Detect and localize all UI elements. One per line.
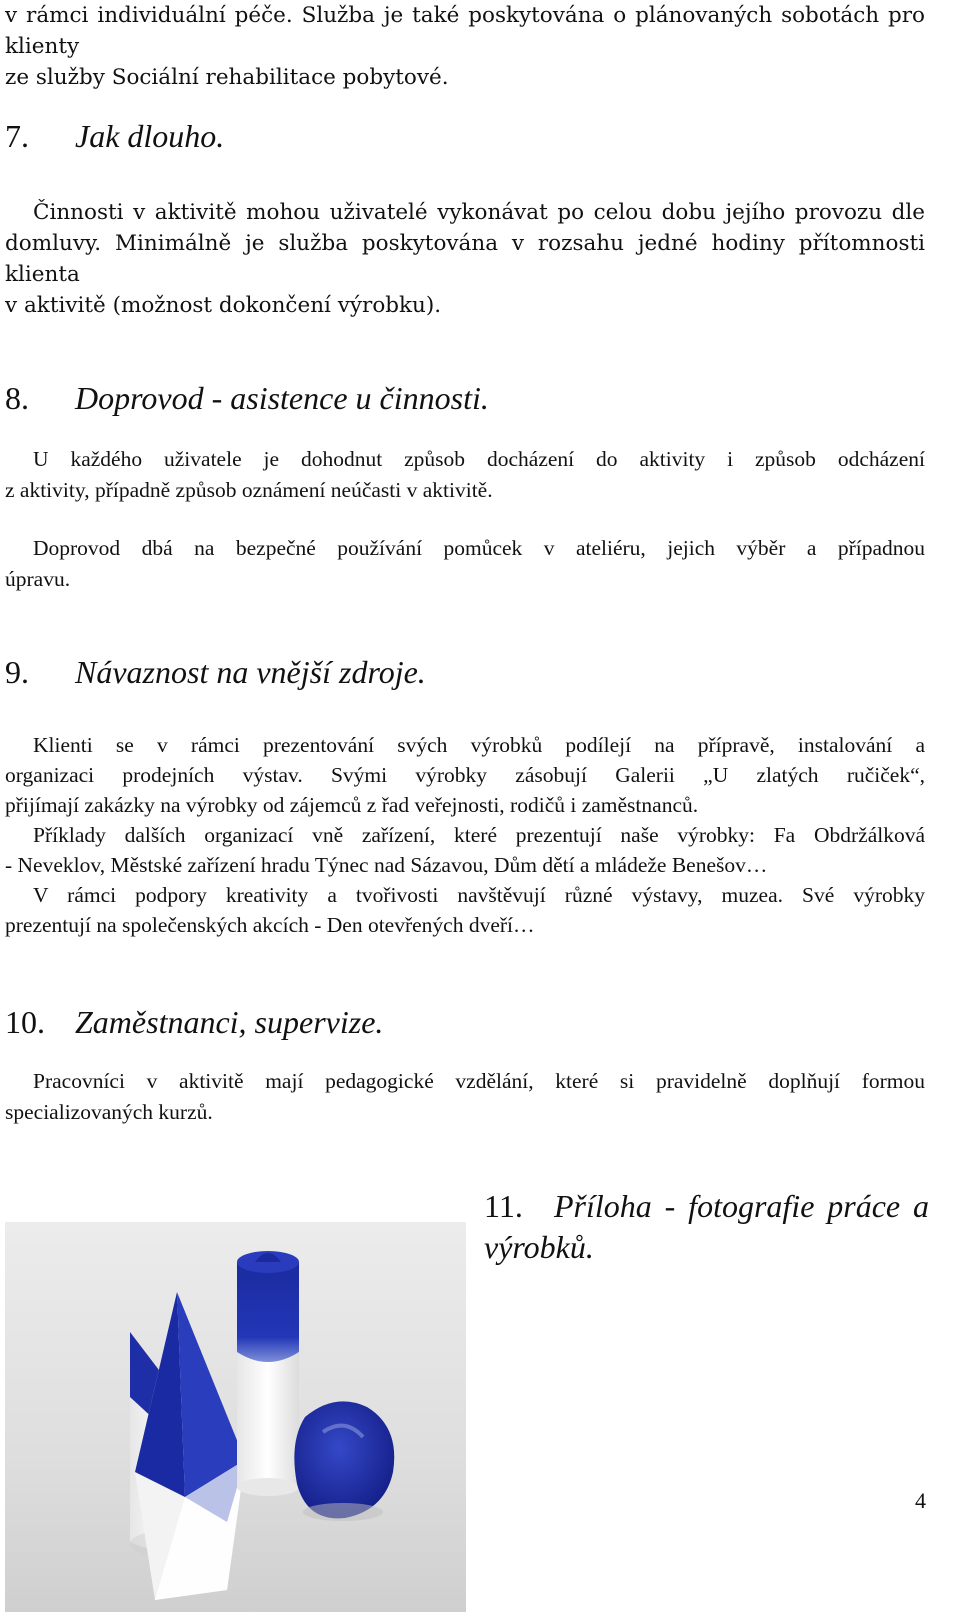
section-9-heading [5, 652, 426, 692]
section-11-title-line-1: Příloha - fotografie práce a [554, 1188, 929, 1224]
candles-illustration [5, 1222, 466, 1612]
section-7-number: 7. [5, 118, 29, 154]
intro-line-1: v rámci individuální péče. Služba je také poskytována o plánovaných sobotách pro klienty [5, 3, 925, 59]
section-8-heading [5, 378, 489, 418]
section-10-paragraph [5, 1066, 925, 1128]
section-9-line-1: Klienti se v rámci prezentování svých výrobků podílejí na přípravě, instalování a [33, 733, 925, 757]
section-8-number: 8. [5, 380, 29, 416]
section-7-line-3: v aktivitě (možnost dokončení výrobku). [5, 293, 442, 318]
section-10-title: Zaměstnanci, supervize. [75, 1004, 384, 1040]
section-9-number: 9. [5, 654, 29, 690]
candle-cylinder-right [237, 1251, 299, 1496]
section-9-line-3: přijímají zakázky na výrobky od zájemců z řad veřejnosti, rodičů i zaměstnanců. [5, 793, 699, 817]
section-8-paragraph-1 [5, 444, 925, 506]
section-11-title-line-2: výrobků. [484, 1229, 594, 1265]
intro-line-2: ze služby Sociální rehabilitace pobytové. [5, 65, 449, 90]
photo-background [5, 1222, 466, 1612]
section-9-line-7: prezentují na společenských akcích - Den otevřených dveří… [5, 913, 535, 937]
section-9-line-6: V rámci podpory kreativity a tvořivosti navštěvují různé výstavy, muzea. Své výrobky [33, 883, 925, 907]
section-9-line-2: organizaci prodejních výstav. Svými výrobky zásobují Galerii „U zlatých ručiček“, [5, 763, 925, 787]
section-7-heading [5, 116, 224, 156]
section-10-line-1: Pracovníci v aktivitě mají pedagogické vzdělání, které si pravidelně doplňují formou [33, 1069, 925, 1093]
section-7-line-2: domluvy. Minimálně je služba poskytována v rozsahu jedné hodiny přítomnosti klienta [5, 231, 925, 287]
section-9-line-4: Příklady dalších organizací vně zařízení, které prezentují naše výrobky: Fa Obdržálková [33, 823, 925, 847]
section-9-line-5: - Neveklov, Městské zařízení hradu Týnec nad Sázavou, Dům dětí a mládeže Benešov… [5, 853, 768, 877]
section-9-title: Návaznost na vnější zdroje. [75, 654, 426, 690]
section-11-number: 11. [484, 1188, 523, 1224]
section-7-title: Jak dlouho. [75, 118, 225, 154]
section-8-title: Doprovod - asistence u činnosti. [75, 380, 489, 416]
section-8-p1-line-1: U každého uživatele je dohodnut způsob docházení do aktivity i způsob odcházení [33, 447, 925, 471]
section-10-line-2: specializovaných kurzů. [5, 1100, 213, 1124]
section-11-heading [484, 1186, 929, 1268]
section-8-p2-line-1: Doprovod dbá na bezpečné používání pomůcek v ateliéru, jejich výběr a případnou [33, 536, 925, 560]
section-10-heading [5, 1002, 383, 1042]
section-8-p2-line-2: úpravu. [5, 567, 71, 591]
page-number: 4 [915, 1488, 926, 1513]
section-8-paragraph-2 [5, 533, 925, 595]
intro-paragraph [5, 0, 925, 93]
section-9-paragraph [5, 730, 925, 940]
section-7-line-1: Činnosti v aktivitě mohou uživatelé vykonávat po celou dobu jejího provozu dle [33, 200, 925, 225]
section-7-paragraph [5, 197, 925, 321]
candles-photo [5, 1222, 466, 1612]
section-8-p1-line-2: z aktivity, případně způsob oznámení neúčasti v aktivitě. [5, 478, 493, 502]
section-10-number: 10. [5, 1004, 45, 1040]
